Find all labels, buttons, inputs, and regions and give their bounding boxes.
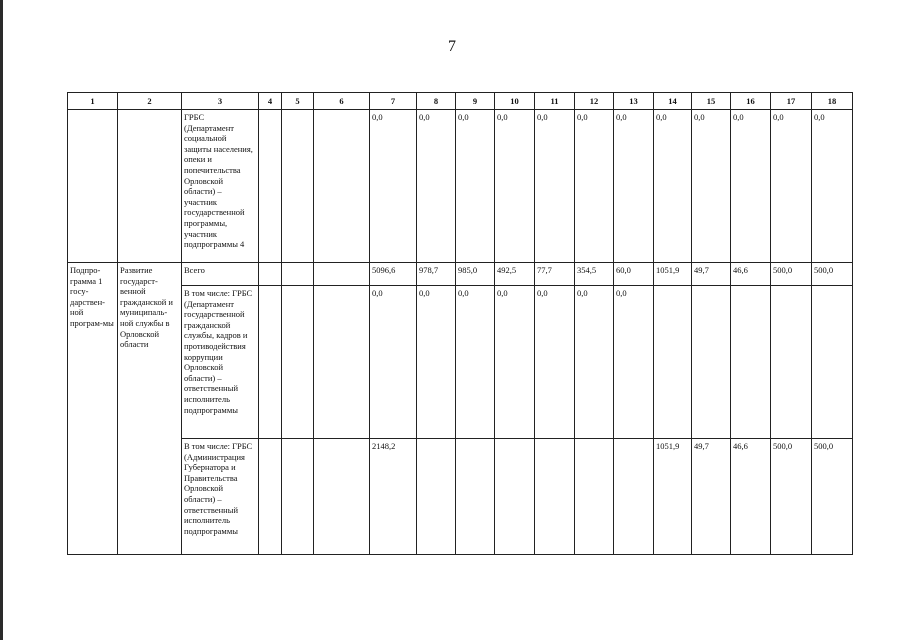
table-cell xyxy=(456,439,495,555)
table-cell xyxy=(314,263,370,286)
table-cell: 0,0 xyxy=(495,110,535,263)
table-cell: 500,0 xyxy=(812,439,853,555)
table-cell xyxy=(692,286,731,439)
header-cell: 10 xyxy=(495,93,535,110)
table-cell xyxy=(314,439,370,555)
header-cell: 2 xyxy=(118,93,182,110)
table-cell: 978,7 xyxy=(417,263,456,286)
table-cell xyxy=(68,110,118,263)
table-row xyxy=(68,439,853,555)
table-cell xyxy=(771,286,812,439)
header-cell: 9 xyxy=(456,93,495,110)
table-cell xyxy=(259,263,282,286)
table-cell: 500,0 xyxy=(812,263,853,286)
table-cell: 0,0 xyxy=(417,286,456,439)
header-cell: 11 xyxy=(535,93,575,110)
header-cell: 17 xyxy=(771,93,812,110)
table-cell: 0,0 xyxy=(614,286,654,439)
table-cell: 0,0 xyxy=(370,286,417,439)
table-cell xyxy=(575,439,614,555)
header-cell: 3 xyxy=(182,93,259,110)
table-cell: 5096,6 xyxy=(370,263,417,286)
table-row xyxy=(68,286,853,439)
data-table xyxy=(67,92,853,555)
table-cell: В том числе: ГРБС (Администрация Губернатора и Правительства Орловской области) – ответственный исполнитель подпрограммы xyxy=(182,439,259,555)
scan-edge xyxy=(0,0,3,640)
table-cell: 49,7 xyxy=(692,439,731,555)
table-cell: 500,0 xyxy=(771,263,812,286)
table-cell: 492,5 xyxy=(495,263,535,286)
table-cell xyxy=(417,439,456,555)
table-cell xyxy=(812,286,853,439)
header-cell: 8 xyxy=(417,93,456,110)
table-cell: 60,0 xyxy=(614,263,654,286)
table-cell: 77,7 xyxy=(535,263,575,286)
table-cell: Всего xyxy=(182,263,259,286)
header-cell: 13 xyxy=(614,93,654,110)
subprogram-cell: Подпро-грамма 1 госу-дарствен-ной програм-мы xyxy=(68,263,118,555)
table-cell xyxy=(259,439,282,555)
table-cell: 0,0 xyxy=(535,110,575,263)
table-cell xyxy=(314,110,370,263)
header-cell: 12 xyxy=(575,93,614,110)
table-cell: 0,0 xyxy=(417,110,456,263)
table-cell: 985,0 xyxy=(456,263,495,286)
page-number: 7 xyxy=(448,38,456,55)
table-cell xyxy=(259,110,282,263)
table-cell: 0,0 xyxy=(370,110,417,263)
table-cell: 0,0 xyxy=(456,110,495,263)
header-cell: 16 xyxy=(731,93,771,110)
table-cell: 1051,9 xyxy=(654,439,692,555)
table-cell xyxy=(495,439,535,555)
table-cell: ГРБС (Департамент социальной защиты населения, опеки и попечительства Орловской области) – участник государственной программы, участник подпрограммы 4 xyxy=(182,110,259,263)
header-cell: 7 xyxy=(370,93,417,110)
subprogram-name-cell: Развитие государст-венной гражданской и муниципаль-ной службы в Орловской области xyxy=(118,263,182,555)
table-cell: 0,0 xyxy=(731,110,771,263)
table-cell: 0,0 xyxy=(575,110,614,263)
table-cell: В том числе: ГРБС (Департамент государственной гражданской службы, кадров и противодействия коррупции Орловской области) – ответственный исполнитель подпрограммы xyxy=(182,286,259,439)
header-cell: 18 xyxy=(812,93,853,110)
header-cell: 5 xyxy=(282,93,314,110)
table-cell xyxy=(614,439,654,555)
table-cell xyxy=(654,286,692,439)
table-row xyxy=(68,110,853,263)
table-cell: 0,0 xyxy=(692,110,731,263)
table-cell xyxy=(282,439,314,555)
table-cell: 0,0 xyxy=(812,110,853,263)
table-row xyxy=(68,263,853,286)
table-cell: 2148,2 xyxy=(370,439,417,555)
header-cell: 6 xyxy=(314,93,370,110)
header-row xyxy=(68,93,853,110)
header-cell: 15 xyxy=(692,93,731,110)
table-cell: 0,0 xyxy=(535,286,575,439)
header-cell: 1 xyxy=(68,93,118,110)
table-cell: 0,0 xyxy=(614,110,654,263)
table-cell: 500,0 xyxy=(771,439,812,555)
table-cell xyxy=(282,263,314,286)
table-cell xyxy=(118,110,182,263)
table-cell: 354,5 xyxy=(575,263,614,286)
table-cell xyxy=(731,286,771,439)
table-cell: 0,0 xyxy=(575,286,614,439)
table-cell xyxy=(314,286,370,439)
table-cell: 0,0 xyxy=(654,110,692,263)
table-cell: 0,0 xyxy=(495,286,535,439)
header-cell: 14 xyxy=(654,93,692,110)
table-cell: 0,0 xyxy=(771,110,812,263)
table-cell: 49,7 xyxy=(692,263,731,286)
table-cell: 46,6 xyxy=(731,263,771,286)
table-cell xyxy=(282,110,314,263)
table-cell: 1051,9 xyxy=(654,263,692,286)
table-cell: 0,0 xyxy=(456,286,495,439)
table-cell xyxy=(535,439,575,555)
table-cell xyxy=(282,286,314,439)
table-cell: 46,6 xyxy=(731,439,771,555)
header-cell: 4 xyxy=(259,93,282,110)
table-cell xyxy=(259,286,282,439)
